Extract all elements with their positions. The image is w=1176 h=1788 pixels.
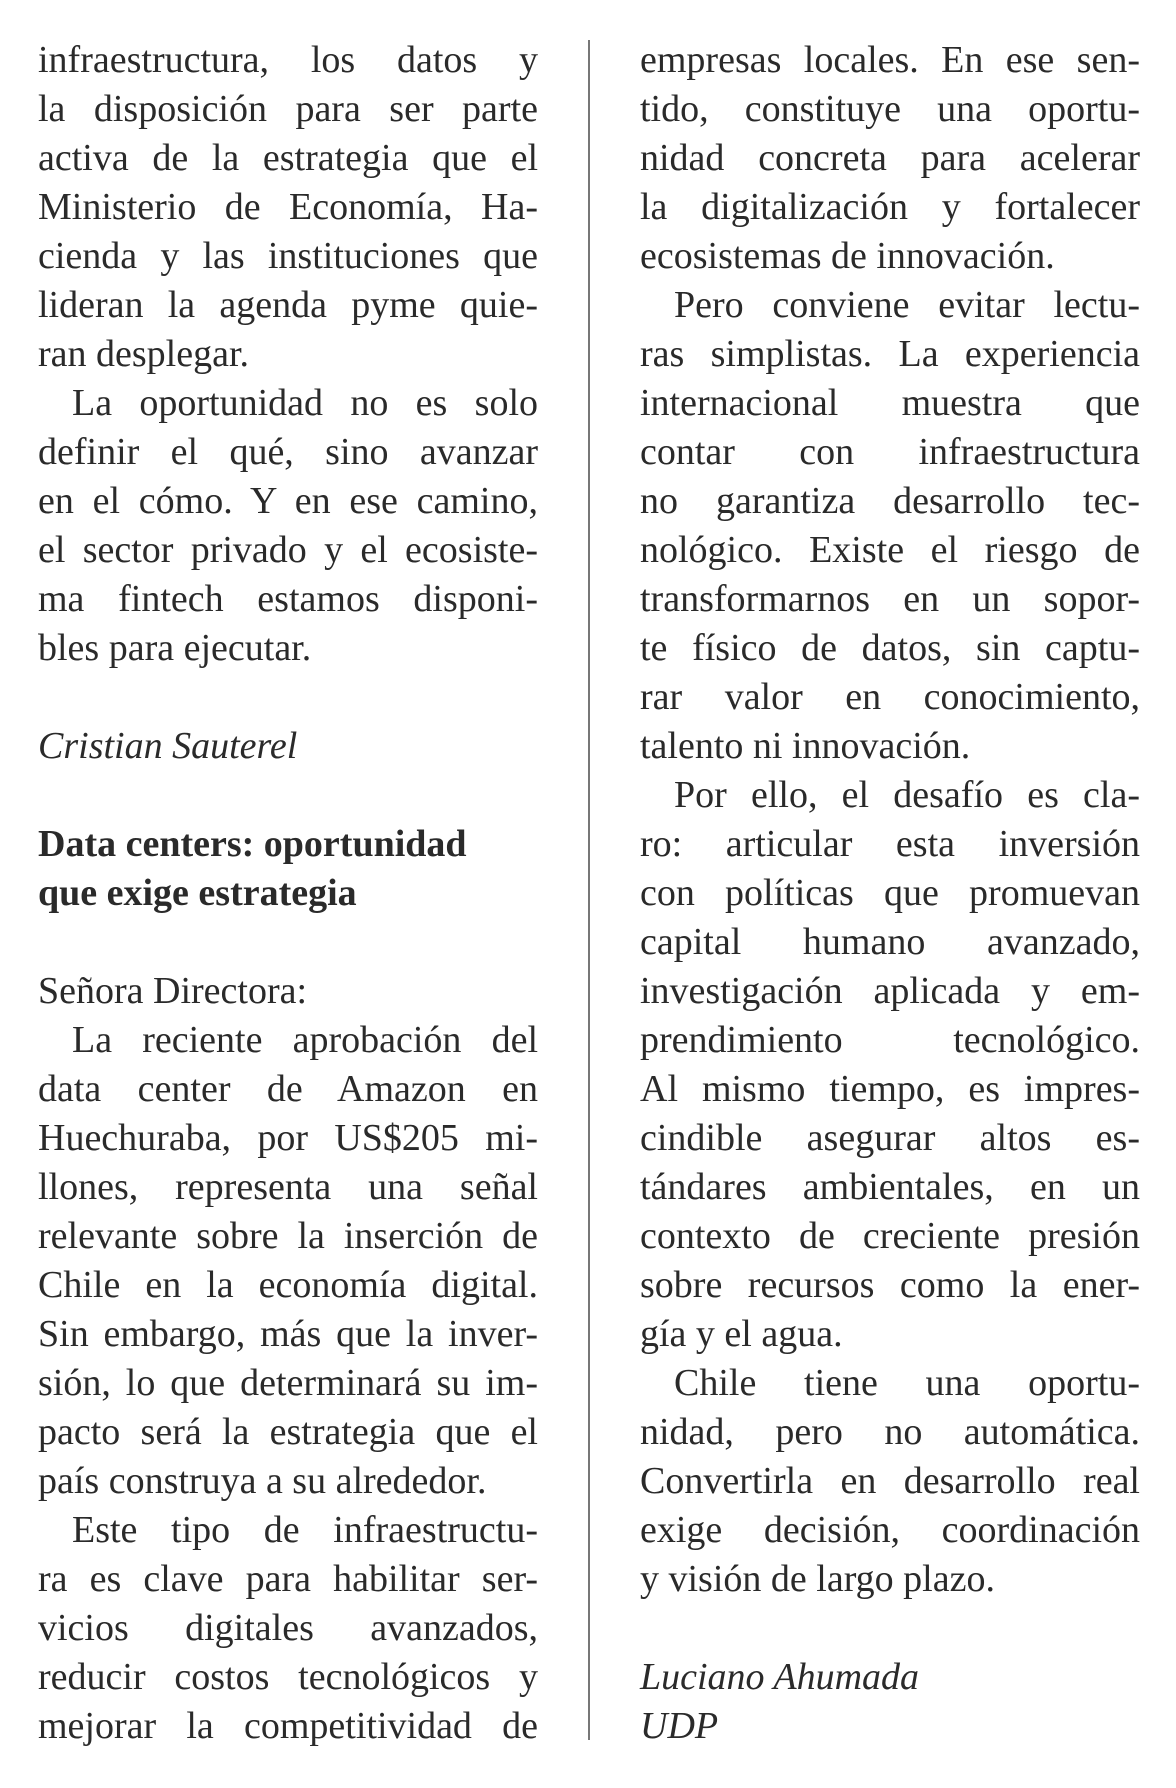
- text-line: la disposición para ser parte: [38, 88, 538, 130]
- text-line: Este tipo de infraestructu-: [72, 1509, 538, 1551]
- signature-cristian-sauterel: Cristian Sauterel: [38, 725, 298, 767]
- text-line: Chile en la economía digital.: [38, 1264, 538, 1306]
- text-line: el sector privado y el ecosiste-: [38, 529, 538, 571]
- headline-line: Data centers: oportunidad: [38, 823, 467, 865]
- text-line: infraestructura, los datos y: [38, 39, 538, 81]
- text-line: La reciente aprobación del: [72, 1019, 538, 1061]
- signature-organization: UDP: [640, 1705, 719, 1747]
- paragraph-opportunity: [38, 379, 538, 673]
- paragraph-chile-opportunity: [640, 1359, 1140, 1604]
- text-line: Al mismo tiempo, es impres-: [640, 1068, 1140, 1110]
- salutation: Señora Directora:: [38, 970, 308, 1012]
- text-line: ran desplegar.: [38, 333, 250, 375]
- text-line: vicios digitales avanzados,: [38, 1607, 538, 1649]
- text-line: contar con infraestructura: [640, 431, 1140, 473]
- text-line: ro: articular esta inversión: [640, 823, 1140, 865]
- signature-luciano-ahumada: Luciano Ahumada: [640, 1656, 920, 1698]
- paragraph-challenge: [640, 771, 1140, 1359]
- text-line: reducir costos tecnológicos y: [38, 1656, 538, 1698]
- text-line: país construya a su alrededor.: [38, 1460, 487, 1502]
- text-line: llones, representa una señal: [38, 1166, 538, 1208]
- text-line: gía y el agua.: [640, 1313, 843, 1355]
- letter-title: [38, 820, 538, 918]
- text-line: Ministerio de Economía, Ha-: [38, 186, 538, 228]
- text-line: prendimiento tecnológico.: [640, 1019, 1140, 1061]
- text-line: exige decisión, coordinación: [640, 1509, 1140, 1551]
- text-line: sobre recursos como la ener-: [640, 1264, 1140, 1306]
- text-line: data center de Amazon en: [38, 1068, 538, 1110]
- text-line: internacional muestra que: [640, 382, 1140, 424]
- text-line: La oportunidad no es solo: [72, 382, 538, 424]
- right-column: [640, 36, 1140, 1751]
- text-line: con políticas que promuevan: [640, 872, 1140, 914]
- text-line: ra es clave para habilitar ser-: [38, 1558, 538, 1600]
- text-line: definir el qué, sino avanzar: [38, 431, 538, 473]
- spacer: [38, 673, 538, 722]
- text-line: Pero conviene evitar lectu-: [674, 284, 1140, 326]
- paragraph-continued: [38, 36, 538, 379]
- text-line: talento ni innovación.: [640, 725, 971, 767]
- text-line: sión, lo que determinará su im-: [38, 1362, 538, 1404]
- text-line: empresas locales. En ese sen-: [640, 39, 1140, 81]
- text-line: tido, constituye una oportu-: [640, 88, 1140, 130]
- text-line: contexto de creciente presión: [640, 1215, 1140, 1257]
- spacer: [640, 1604, 1140, 1653]
- text-line: activa de la estrategia que el: [38, 137, 538, 179]
- text-line: Huechuraba, por US$205 mi-: [38, 1117, 538, 1159]
- text-line: en el cómo. Y en ese camino,: [38, 480, 538, 522]
- headline-line: que exige estrategia: [38, 872, 357, 914]
- text-line: relevante sobre la inserción de: [38, 1215, 538, 1257]
- text-line: Sin embargo, más que la inver-: [38, 1313, 538, 1355]
- text-line: capital humano avanzado,: [640, 921, 1140, 963]
- text-line: transformarnos en un sopor-: [640, 578, 1140, 620]
- paragraph-infrastructure: [38, 1506, 538, 1751]
- text-line: la digitalización y fortalecer: [640, 186, 1140, 228]
- paragraph-infrastructure-continued: [640, 36, 1140, 281]
- paragraph-simplistic-readings: [640, 281, 1140, 771]
- text-line: mejorar la competitividad de: [38, 1705, 538, 1747]
- left-column: [38, 36, 538, 1751]
- column-divider: [588, 40, 590, 1740]
- text-line: lideran la agenda pyme quie-: [38, 284, 538, 326]
- text-line: ras simplistas. La experiencia: [640, 333, 1140, 375]
- text-line: cienda y las instituciones que: [38, 235, 538, 277]
- text-line: Convertirla en desarrollo real: [640, 1460, 1140, 1502]
- text-line: tándares ambientales, en un: [640, 1166, 1140, 1208]
- text-line: y visión de largo plazo.: [640, 1558, 995, 1600]
- paragraph-recent-approval: [38, 1016, 538, 1506]
- text-line: pacto será la estrategia que el: [38, 1411, 538, 1453]
- text-line: rar valor en conocimiento,: [640, 676, 1140, 718]
- text-line: Por ello, el desafío es cla-: [674, 774, 1140, 816]
- spacer: [38, 771, 538, 820]
- text-line: ma fintech estamos disponi-: [38, 578, 538, 620]
- spacer: [38, 918, 538, 967]
- text-line: investigación aplicada y em-: [640, 970, 1140, 1012]
- text-line: nidad concreta para acelerar: [640, 137, 1140, 179]
- text-line: nológico. Existe el riesgo de: [640, 529, 1140, 571]
- text-line: no garantiza desarrollo tec-: [640, 480, 1140, 522]
- text-line: nidad, pero no automática.: [640, 1411, 1140, 1453]
- text-line: ecosistemas de innovación.: [640, 235, 1055, 277]
- text-line: te físico de datos, sin captu-: [640, 627, 1140, 669]
- text-line: Chile tiene una oportu-: [674, 1362, 1140, 1404]
- text-line: cindible asegurar altos es-: [640, 1117, 1140, 1159]
- text-line: bles para ejecutar.: [38, 627, 312, 669]
